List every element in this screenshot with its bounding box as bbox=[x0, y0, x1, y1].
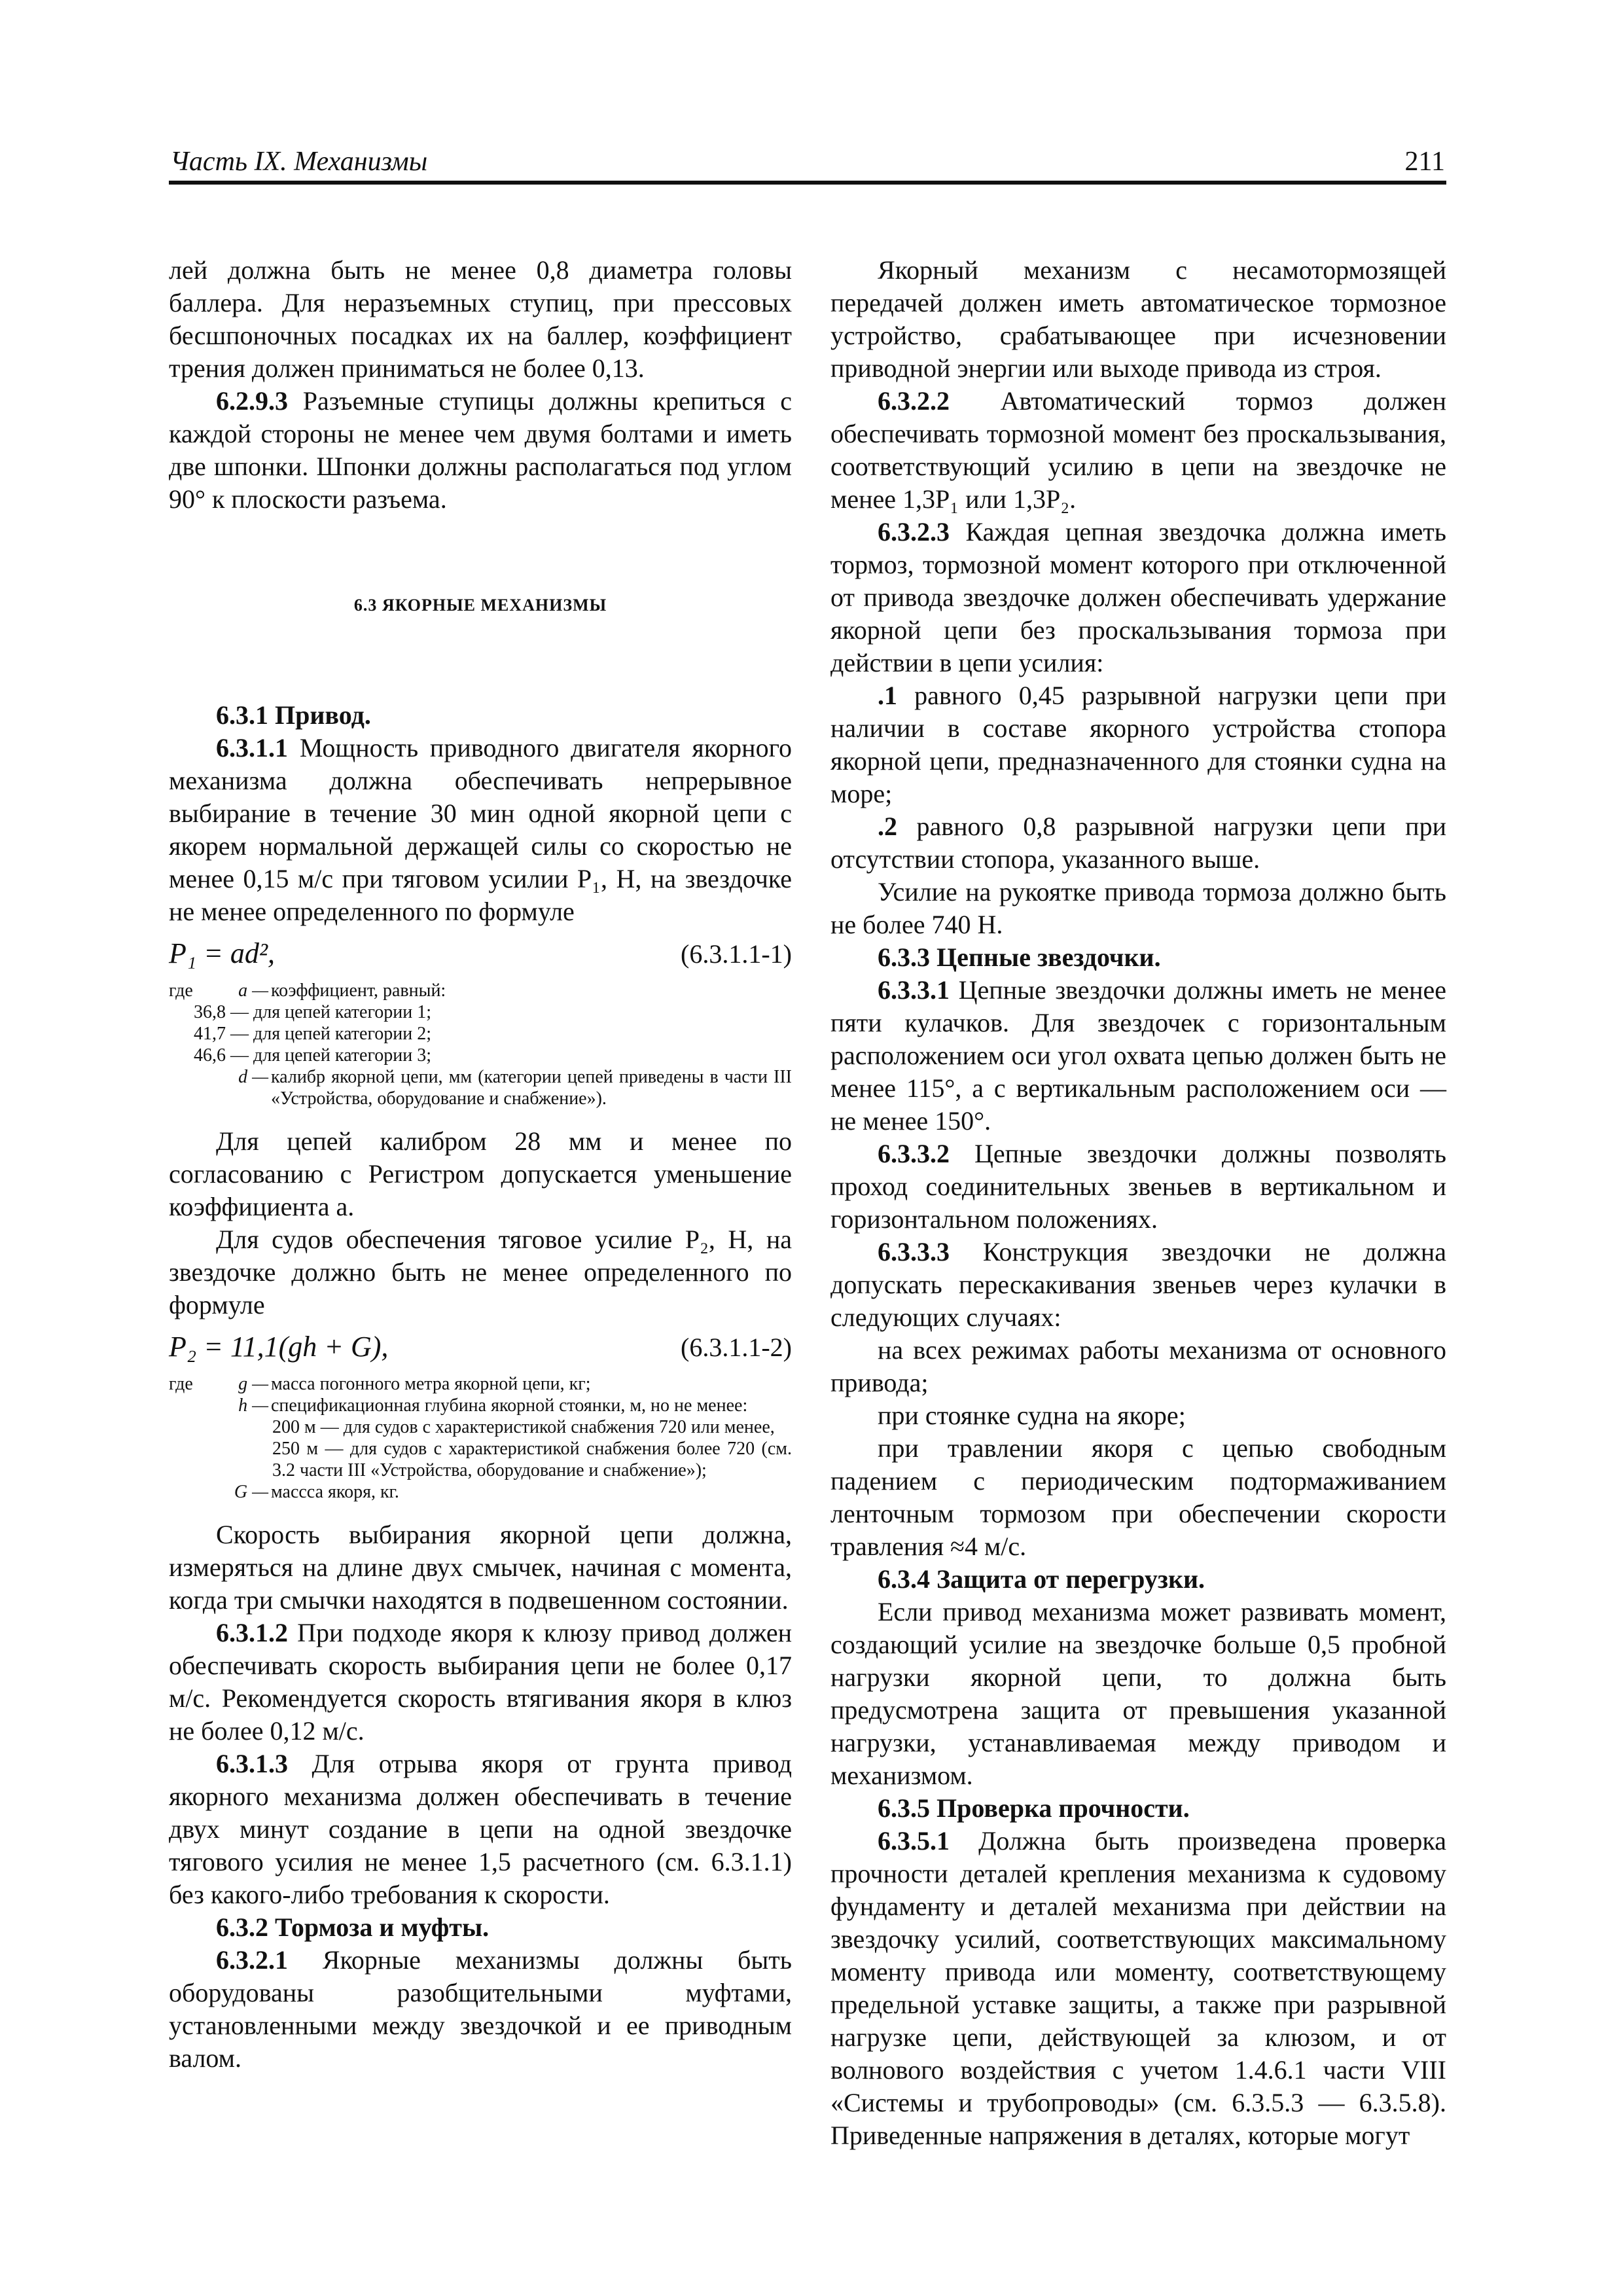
formula-number: (6.3.1.1-2) bbox=[681, 1333, 792, 1362]
heading-6-3-5: 6.3.5 Проверка прочности. bbox=[878, 1793, 1190, 1823]
clause-text: Цепные звездочки должны иметь не менее пяти кулачков. Для звездочек с горизонтальным расположением оси угол охвата цепью должен быть не менее 115°, а с вертикальным расположением оси — не менее 150°. bbox=[830, 975, 1446, 1136]
clause-number: 6.3.3.3 bbox=[878, 1237, 950, 1266]
legend-symbol: d — bbox=[238, 1067, 268, 1087]
list-item-2 bbox=[830, 810, 1446, 876]
page-number: 211 bbox=[1404, 147, 1445, 177]
legend-symbol: G — bbox=[234, 1482, 268, 1502]
clause-text: Для отрыва якоря от грунта привод якорного механизма должен обеспечивать в течение двух минут создание в цепи на одной звездочке тягового усилия не менее 1,5 расчетного (см. 6.3.1.1) без какого-либо требования к скорости. bbox=[169, 1749, 792, 1909]
formula-expression: P₂ = 11,1(gh + G), bbox=[169, 1331, 389, 1363]
legend-where: где bbox=[169, 980, 193, 1001]
case-item: при травлении якоря с цепью свободным падением с периодическим подтормаживанием ленточным тормозом при обеспечении скорости травления ≈4 м/с. bbox=[830, 1433, 1446, 1561]
paragraph: Скорость выбирания якорной цепи должна, измеряться на длине двух смычек, начиная с момента, когда три смычки находятся в подвешенном состоянии. bbox=[169, 1520, 792, 1615]
legend-text: масса погонного метра якорной цепи, кг; bbox=[271, 1374, 591, 1394]
legend-symbol: g — bbox=[238, 1374, 268, 1394]
clause-text: Якорные механизмы должны быть оборудованы разобщительными муфтами, установленными между звездочкой и ее приводным валом. bbox=[169, 1945, 792, 2073]
item-number: .1 bbox=[878, 681, 897, 710]
clause-number: 6.3.2.2 bbox=[878, 386, 950, 416]
legend-line: 36,8 — для цепей категории 1; bbox=[194, 1002, 431, 1022]
item-text: равного 0,8 разрывной нагрузки цепи при отсутствии стопора, указанного выше. bbox=[830, 812, 1446, 874]
paragraph-6-3-3-3 bbox=[830, 1236, 1446, 1334]
paragraph-6-3-2-1 bbox=[169, 1944, 792, 2075]
legend-line: 200 м — для судов с характеристикой снабжения 720 или менее, bbox=[272, 1417, 775, 1437]
clause-number: 6.3.5.1 bbox=[878, 1826, 950, 1856]
clause-number: 6.3.3.2 bbox=[878, 1139, 950, 1168]
case-item: при стоянке судна на якоре; bbox=[878, 1401, 1186, 1430]
left-column bbox=[169, 254, 792, 2075]
header-title: Часть IX. Механизмы bbox=[170, 147, 428, 177]
clause-text: При подходе якоря к клюзу привод должен обеспечивать скорость выбирания цепи не более 0,17 м/с. Рекомендуется скорость втягивания якоря в клюз не более 0,12 м/с. bbox=[169, 1618, 792, 1746]
clause-number: 6.3.1.2 bbox=[216, 1618, 288, 1647]
item-number: .2 bbox=[878, 812, 897, 841]
case-item: на всех режимах работы механизма от основного привода; bbox=[830, 1335, 1446, 1397]
legend-row bbox=[169, 1395, 792, 1416]
clause-text: Каждая цепная звездочка должна иметь тормоз, тормозной момент которого при отключенной от привода звездочке должен обеспечивать удержание якорной цепи без проскальзывания тормоза при действии в цепи усилия: bbox=[830, 517, 1446, 677]
legend-row bbox=[169, 980, 792, 1001]
clause-number: 6.3.2.1 bbox=[216, 1945, 288, 1975]
clause-number: 6.3.1.1 bbox=[216, 733, 288, 762]
legend-line: 250 м — для судов с характеристикой снабжения более 720 (см. 3.2 части III «Устройства, оборудование и снабжение»); bbox=[272, 1439, 792, 1480]
legend-row bbox=[169, 1481, 792, 1503]
paragraph-6-2-9-3 bbox=[169, 385, 792, 516]
paragraph: Усилие на рукоятке привода тормоза должно быть не более 740 Н. bbox=[830, 877, 1446, 939]
paragraph-6-3-1-2 bbox=[169, 1617, 792, 1748]
clause-number: 6.2.9.3 bbox=[216, 386, 288, 416]
paragraph: Якорный механизм с несамотормозящей передачей должен иметь автоматическое тормозное устройство, срабатывающее при исчезновении приводной энергии или выходе привода из строя. bbox=[830, 255, 1446, 383]
legend-row bbox=[169, 1066, 792, 1109]
clause-text: Цепные звездочки должны позволять проход соединительных звеньев в вертикальном и горизонтальном положениях. bbox=[830, 1139, 1446, 1234]
formula-legend-2 bbox=[169, 1373, 792, 1503]
legend-text: калибр якорной цепи, мм (категории цепей приведены в части III «Устройства, оборудование и снабжение»). bbox=[271, 1067, 792, 1109]
formula-1 bbox=[169, 937, 792, 971]
legend-symbol: a — bbox=[238, 980, 268, 1001]
clause-text: Мощность приводного двигателя якорного механизма должна обеспечивать непрерывное выбирание в течение 30 мин одной якорной цепи с якорем нормальной держащей силы со скоростью не менее 0,15 м/с при тяговом усилии P₁, Н, на звездочке не менее определенного по формуле bbox=[169, 733, 792, 926]
legend-text: массса якоря, кг. bbox=[271, 1482, 399, 1502]
legend-text: коэффициент, равный: bbox=[271, 980, 446, 1001]
formula-2 bbox=[169, 1331, 792, 1364]
clause-number: 6.3.2.3 bbox=[878, 517, 950, 547]
paragraph-6-3-2-2 bbox=[830, 385, 1446, 516]
legend-symbol: h — bbox=[238, 1395, 268, 1416]
formula-expression: P₁ = ad², bbox=[169, 937, 276, 969]
legend-line: 41,7 — для цепей категории 2; bbox=[194, 1024, 431, 1044]
section-title: 6.3 ЯКОРНЫЕ МЕХАНИЗМЫ bbox=[353, 596, 607, 615]
formula-legend-1 bbox=[169, 980, 792, 1109]
clause-text: Автоматический тормоз должен обеспечивать тормозной момент без проскальзывания, соответствующий усилию в цепи на звездочке не менее 1,3P₁ или 1,3P₂. bbox=[830, 386, 1446, 514]
paragraph-6-3-2-3 bbox=[830, 516, 1446, 679]
paragraph-6-3-1-3 bbox=[169, 1748, 792, 1911]
legend-text: спецификационная глубина якорной стоянки, м, но не менее: bbox=[271, 1395, 748, 1416]
clause-number: 6.3.3.1 bbox=[878, 975, 950, 1005]
running-header bbox=[169, 143, 1446, 185]
item-text: равного 0,45 разрывной нагрузки цепи при наличии в составе якорного устройства стопора якорной цепи, предназначенного для стоянки судна на море; bbox=[830, 681, 1446, 808]
list-item-1 bbox=[830, 679, 1446, 810]
paragraph: Для цепей калибром 28 мм и менее по согласованию с Регистром допускается уменьшение коэффициента a. bbox=[169, 1126, 792, 1221]
paragraph-6-3-3-1 bbox=[830, 974, 1446, 1138]
heading-6-3-3: 6.3.3 Цепные звездочки. bbox=[878, 942, 1161, 972]
heading-6-3-1: 6.3.1 Привод. bbox=[216, 700, 371, 730]
paragraph-6-3-5-1 bbox=[830, 1825, 1446, 2152]
legend-where: где bbox=[169, 1374, 193, 1394]
paragraph: Для судов обеспечения тяговое усилие P₂, Н, на звездочке должно быть не менее определенного по формуле bbox=[169, 1225, 792, 1319]
legend-row bbox=[169, 1373, 792, 1395]
paragraph-6-3-1-1 bbox=[169, 732, 792, 928]
clause-text: Должна быть произведена проверка прочности деталей крепления механизма к судовому фундаменту и деталей механизма при действии на звездочку усилий, соответствующих максимальному моменту привода или моменту, соответствующему предельной уставке защиты, а также при разрывной нагрузке цепи, действующей за клюзом, и от волнового воздействия с учетом 1.4.6.1 части VIII «Системы и трубопроводы» (см. 6.3.5.3 — 6.3.5.8). Приведенные напряжения в деталях, которые могут bbox=[830, 1826, 1446, 2150]
clause-text: Конструкция звездочки не должна допускать перескакивания звеньев через кулачки в следующих случаях: bbox=[830, 1237, 1446, 1332]
right-column bbox=[830, 254, 1446, 2152]
clause-number: 6.3.1.3 bbox=[216, 1749, 288, 1778]
legend-line: 46,6 — для цепей категории 3; bbox=[194, 1045, 431, 1066]
paragraph: лей должна быть не менее 0,8 диаметра головы баллера. Для неразъемных ступиц, при прессовых бесшпоночных посадках их на баллер, коэффициент трения должен приниматься не более 0,13. bbox=[169, 255, 792, 383]
clause-text: Разъемные ступицы должны крепиться с каждой стороны не менее чем двумя болтами и иметь две шпонки. Шпонки должны располагаться под углом 90° к плоскости разъема. bbox=[169, 386, 792, 514]
formula-number: (6.3.1.1-1) bbox=[681, 939, 792, 969]
paragraph: Если привод механизма может развивать момент, создающий усилие на звездочке больше 0,5 пробной нагрузки якорной цепи, то должна быть предусмотрена защита от превышения указанной нагрузки, устанавливаемая между приводом и механизмом. bbox=[830, 1597, 1446, 1790]
heading-6-3-2: 6.3.2 Тормоза и муфты. bbox=[216, 1912, 490, 1942]
heading-6-3-4: 6.3.4 Защита от перегрузки. bbox=[878, 1564, 1205, 1594]
paragraph-6-3-3-2 bbox=[830, 1138, 1446, 1236]
